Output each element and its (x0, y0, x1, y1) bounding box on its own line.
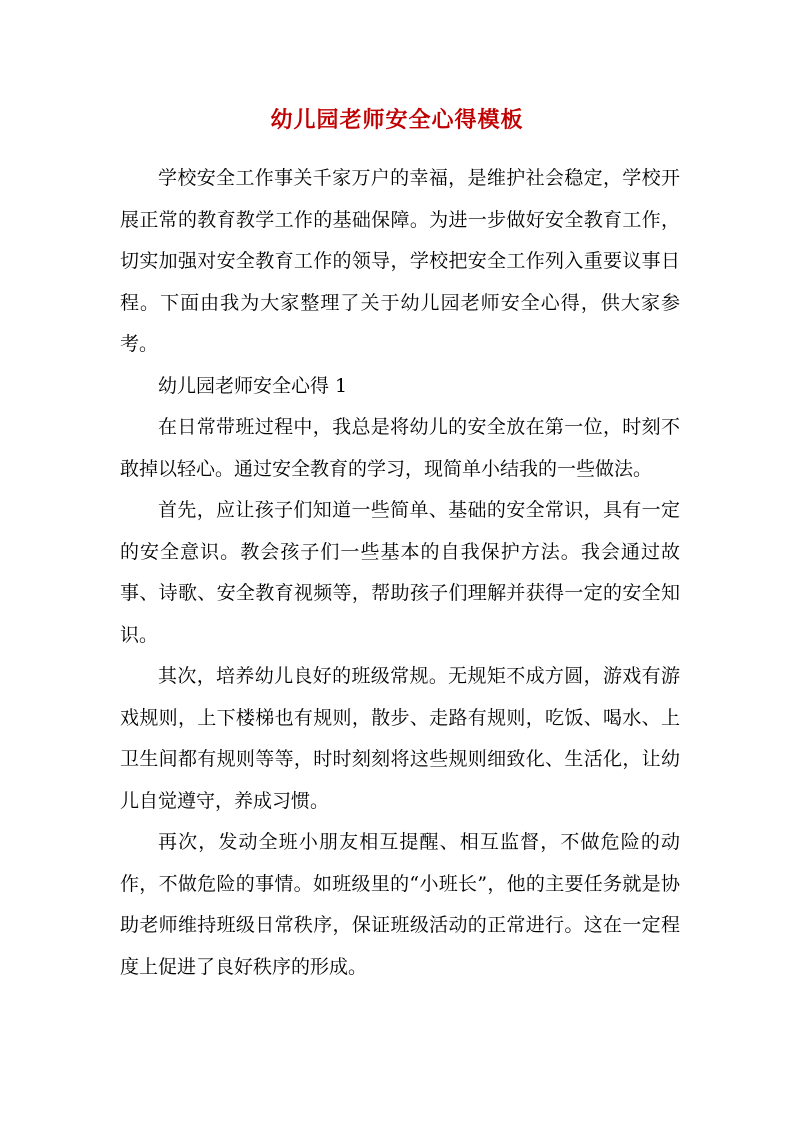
document-title: 幼儿园老师安全心得模板 (270, 107, 524, 133)
paragraph: 再次，发动全班小朋友相互提醒、相互监督，不做危险的动作，不做危险的事情。如班级里的“小班长”，他的主要任务就是协助老师维持班级日常秩序，保证班级活动的正常进行。这在一定程度上促进了良好秩序的形成。 (120, 831, 680, 978)
paragraph: 在日常带班过程中，我总是将幼儿的安全放在第一位，时刻不敢掉以轻心。通过安全教育的学习，现简单小结我的一些做法。 (120, 416, 680, 480)
paragraph-intro: 学校安全工作事关千家万户的幸福，是维护社会稳定，学校开展正常的教育教学工作的基础保障。为进一步做好安全教育工作，切实加强对安全教育工作的领导，学校把安全工作列入重要议事日程。下面由我为大家整理了关于幼儿园老师安全心得，供大家参考。 (120, 167, 680, 355)
paragraph: 其次，培养幼儿良好的班级常规。无规矩不成方圆，游戏有游戏规则，上下楼梯也有规则，散步、走路有规则，吃饭、喝水、上卫生间都有规则等等，时时刻刻将这些规则细致化、生活化，让幼儿自觉遵守，养成习惯。 (120, 665, 680, 812)
paragraph: 首先，应让孩子们知道一些简单、基础的安全常识，具有一定的安全意识。教会孩子们一些基本的自我保护方法。我会通过故事、诗歌、安全教育视频等，帮助孩子们理解并获得一定的安全知识。 (120, 499, 680, 646)
document-body (120, 158, 680, 988)
section-heading: 幼儿园老师安全心得 1 (158, 374, 348, 397)
